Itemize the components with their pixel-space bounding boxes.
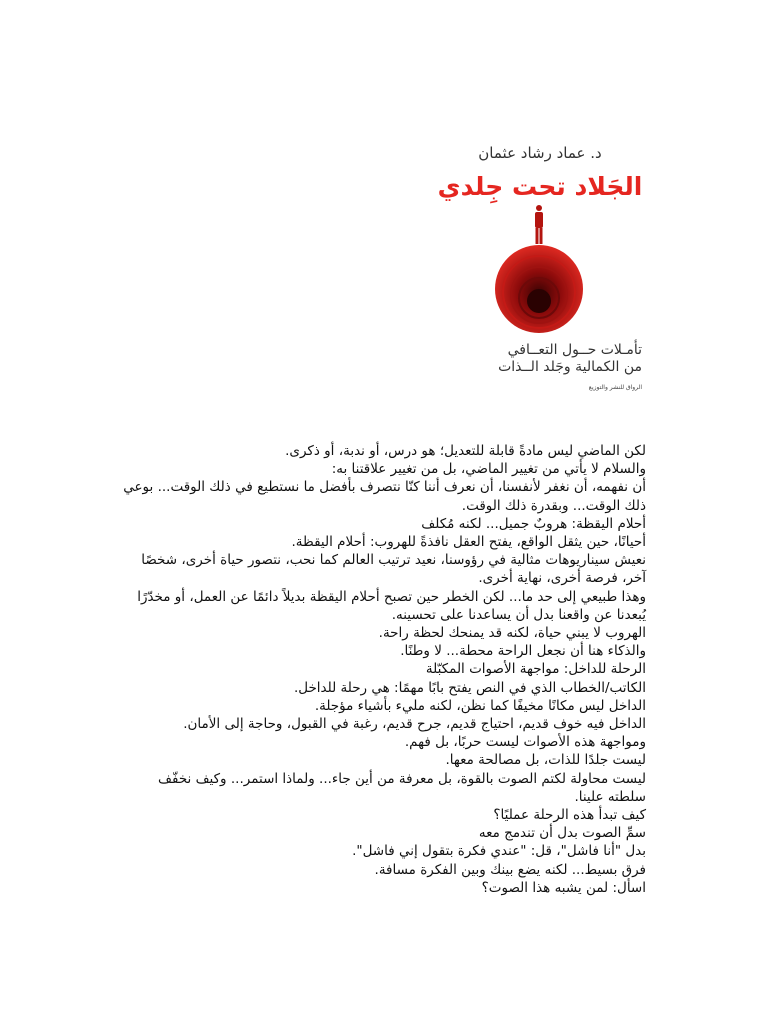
body-line: اسأل: لمن يشبه هذا الصوت؟: [481, 879, 646, 896]
body-line: الكاتب/الخطاب الذي في النص يفتح بابًا مهمًا: هي رحلة للداخل.: [293, 679, 646, 696]
body-line: ليست محاولة لكتم الصوت بالقوة، بل معرفة من أين جاء... ولماذا استمر... وكيف نخفّف سلطته علينا.: [158, 770, 646, 805]
hole-core: [527, 289, 551, 313]
body-line: أحيانًا، حين يثقل الواقع، يفتح العقل نافذةً للهروب: أحلام اليقظة.: [291, 534, 646, 551]
body-line: ليست جلدًا للذات، بل مصالحة معها.: [445, 752, 646, 769]
body-line: أن نفهمه، أن نغفر لأنفسنا، أن نعرف أننا كنّا نتصرف بأفضل ما نستطيع في ذلك الوقت... بوعي ذلك الوقت... وبقدرة ذلك الوقت.: [123, 479, 646, 514]
body-line: نعيش سيناريوهات مثالية في رؤوسنا، نعيد ترتيب العالم كما نحب، نتصور حياة أخرى، شخصًا آخر، فرصة أخرى، نهاية أخرى.: [141, 552, 646, 587]
body-line: الهروب لا يبني حياة، لكنه قد يمنحك لحظة راحة.: [378, 625, 646, 642]
body-text: [116, 442, 646, 897]
body-line: والذكاء هنا أن نجعل الراحة محطة... لا وطنًا.: [400, 643, 646, 660]
body-line: سمِّ الصوت بدل أن تندمج معه: [478, 825, 646, 842]
cover-subtitle: [442, 342, 642, 376]
cover-subtitle-line-1: تأمـلات حــول التعــافي: [507, 342, 642, 358]
body-line: ومواجهة هذه الأصوات ليست حربًا، بل فهم.: [404, 734, 646, 751]
body-line: والسلام لا يأتي من تغيير الماضي، بل من تغيير علاقتنا به:: [331, 461, 646, 478]
cover-subtitle-line-2: من الكمالية وجَلد الــذات: [498, 359, 642, 375]
body-line: كيف تبدأ هذه الرحلة عمليًا؟: [493, 807, 646, 824]
body-line: بدل "أنا فاشل"، قل: "عندي فكرة بتقول إني فاشل".: [352, 843, 646, 860]
body-line: الرحلة للداخل: مواجهة الأصوات المكبّلة: [425, 661, 646, 678]
book-cover: [430, 130, 650, 410]
body-line: لكن الماضي ليس مادةً قابلة للتعديل؛ هو درس، أو ندبة، أو ذكرى.: [285, 443, 646, 459]
body-line: أحلام اليقظة: هروبٌ جميل... لكنه مُكلف: [421, 515, 646, 532]
body-line: فرق بسيط... لكنه يضع بينك وبين الفكرة مسافة.: [374, 861, 646, 878]
cover-publisher: الرواق للنشر والتوزيع: [588, 384, 642, 391]
body-line: وهذا طبيعي إلى حد ما... لكن الخطر حين تصبح أحلام اليقظة بديلاً دائمًا عن العمل، أو مخدّرًا يُبعدنا عن واقعنا بدل أن يساعدنا على تحسينه.: [137, 588, 646, 623]
body-line: الداخل ليس مكانًا مخيفًا كما نظن، لكنه مليء بأشياء مؤجلة.: [314, 697, 646, 714]
body-line: الداخل فيه خوف قديم، احتياج قديم، جرح قديم، رغبة في القبول، وحاجة إلى الأمان.: [183, 716, 646, 733]
standing-figure: [535, 205, 543, 244]
cover-illustration: [464, 204, 614, 334]
cover-author: د. عماد رشاد عثمان: [478, 144, 602, 162]
cover-title: الجَلاد تحت جِلدي: [437, 172, 643, 201]
